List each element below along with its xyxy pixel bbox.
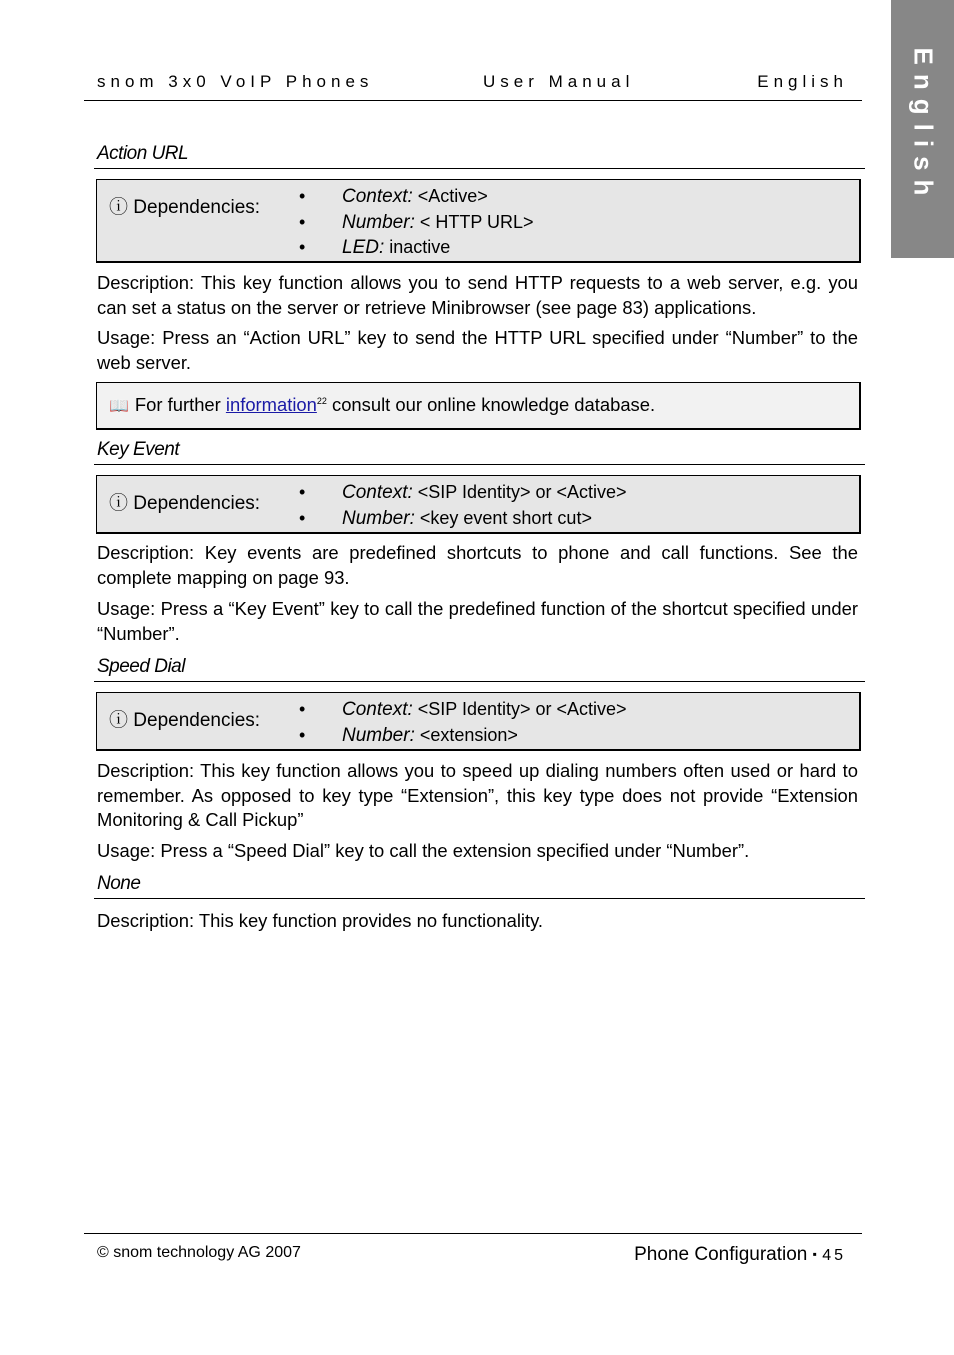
dependencies-label: ⓘ Dependencies: [109, 197, 261, 218]
description-text: This key function allows you to speed up dialing numbers often used or hard to remember. As opposed to key type “Extension”, this key type does not provide “Extension Monitoring & Call Pickup” [97, 760, 859, 830]
footer-chapter-page [634, 1244, 846, 1266]
description-none [97, 909, 858, 934]
usage-text: Press a “Speed Dial” key to call the extension specified under “Number”. [160, 840, 750, 861]
footer-chapter: Phone Configuration [634, 1244, 808, 1265]
dependency-value: < HTTP URL> [414, 211, 534, 232]
section-title-speed-dial: Speed Dial [94, 656, 865, 682]
usage-text: Press a “Key Event” key to call the predefined function of the shortcut specified under “Number”. [97, 598, 858, 644]
page-header [84, 72, 862, 101]
dependencies-box-key-event: ⓘ Dependencies: • Context: <SIP Identity> or <Active> • Number: <key event short cut> [96, 475, 861, 534]
dependencies-box-speed-dial: ⓘ Dependencies: • Context: <SIP Identity> or <Active> • Number: <extension> [96, 692, 861, 751]
info-text-before: For further [134, 394, 226, 415]
page-footer [84, 1233, 862, 1265]
usage-action-url [97, 326, 858, 375]
dependencies-label: ⓘ Dependencies: [109, 493, 261, 514]
dependency-key: Number: [342, 211, 415, 233]
description-label: Description: [97, 910, 195, 931]
header-product: snom 3x0 VoIP Phones [97, 72, 374, 91]
side-tab-label: English [908, 47, 939, 205]
description-action-url [97, 271, 858, 320]
dependency-value: inactive [384, 237, 451, 257]
section-title-key-event: Key Event [94, 439, 865, 465]
dependency-value: <key event short cut> [414, 507, 592, 528]
footer-separator: ▪ [812, 1247, 817, 1261]
page-number: 45 [822, 1247, 846, 1264]
header-doc-type: User Manual [483, 72, 635, 91]
description-label: Description: [97, 760, 195, 781]
section-title-none: None [94, 873, 865, 899]
description-speed-dial [97, 759, 858, 833]
description-text: Key events are predefined shortcuts to phone and call functions. See the complete mapping on page 93. [97, 542, 858, 588]
dependency-key: Context: [342, 186, 413, 207]
usage-speed-dial [97, 839, 858, 864]
description-label: Description: [97, 542, 195, 563]
usage-label: Usage: [97, 598, 156, 619]
description-label: Description: [97, 272, 195, 293]
dependency-value: <SIP Identity> or <Active> [412, 482, 627, 502]
dependency-key: LED: [342, 237, 385, 258]
footer-copyright: © snom technology AG 2007 [97, 1244, 301, 1261]
info-text-after: consult our online knowledge database. [326, 394, 656, 415]
information-link[interactable]: information [225, 394, 317, 415]
usage-label: Usage: [97, 840, 156, 861]
footnote-marker: 22 [316, 395, 327, 406]
dependency-key: Context: [342, 699, 413, 720]
dependencies-label: ⓘ Dependencies: [109, 710, 261, 731]
section-title-action-url: Action URL [94, 143, 865, 169]
dependency-value: <SIP Identity> or <Active> [412, 699, 627, 719]
description-text: This key function allows you to send HTTP requests to a web server, e.g. you can set a status on the server or retrieve Minibrowser (see page 83) applications. [97, 272, 858, 318]
dependency-value: <Active> [412, 186, 488, 206]
usage-text: Press an “Action URL” key to send the HTTP URL specified under “Number” to the web server. [97, 327, 858, 373]
dependency-value: <extension> [414, 724, 518, 745]
dependencies-box-action-url: ⓘ Dependencies: • Context: <Active> • Number: < HTTP URL> • LED: inactive [96, 179, 861, 263]
header-language: English [757, 72, 848, 91]
usage-label: Usage: [97, 327, 156, 348]
usage-key-event [97, 597, 858, 646]
further-information-box [96, 382, 861, 430]
book-icon: 📖 [109, 398, 129, 415]
language-side-tab [891, 0, 954, 258]
description-key-event [97, 541, 858, 590]
dependency-key: Number: [342, 724, 415, 746]
dependency-key: Context: [342, 482, 413, 503]
description-text: This key function provides no functionality. [198, 910, 544, 931]
dependency-key: Number: [342, 507, 415, 529]
